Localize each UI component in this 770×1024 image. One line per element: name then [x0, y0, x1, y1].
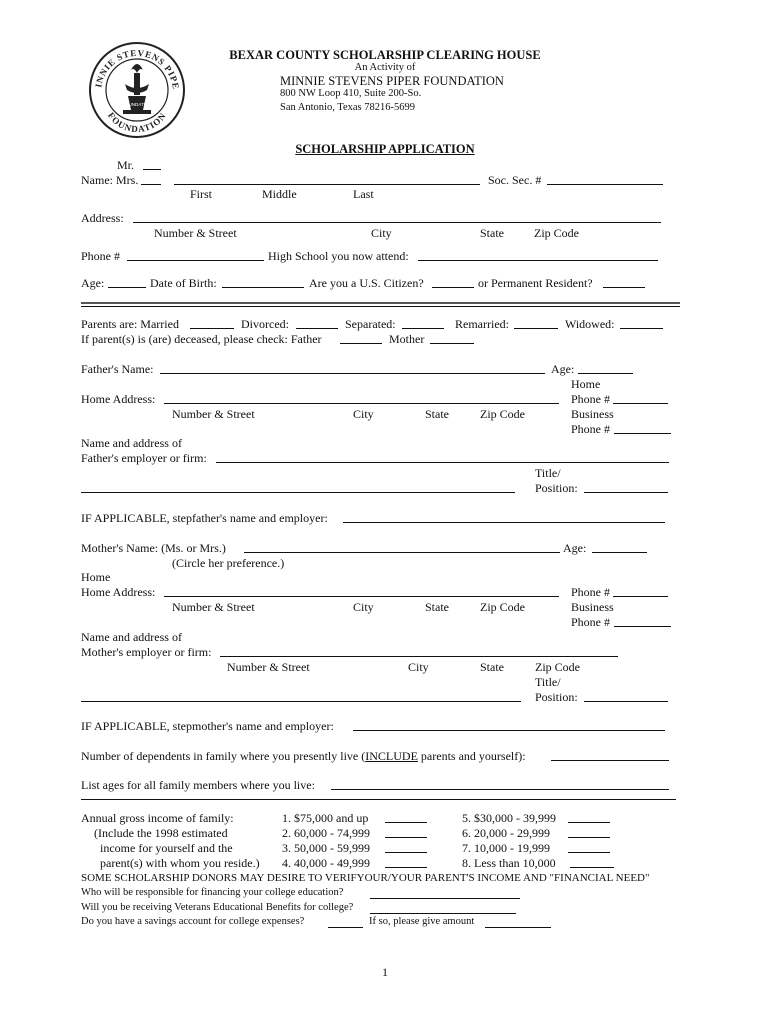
- financing-question: Who will be responsible for financing your college education?: [81, 887, 344, 898]
- address-label: Address:: [81, 211, 124, 225]
- mother-position-field[interactable]: [584, 701, 668, 702]
- mother-age-field[interactable]: [592, 552, 647, 553]
- income-option-3: 3. 50,000 - 59,999: [282, 841, 370, 855]
- seal-bottom-text: FOUNDATION: [105, 110, 169, 135]
- mother-city-label: City: [353, 600, 374, 614]
- activity-of: An Activity of: [354, 62, 416, 73]
- father-name-field[interactable]: [160, 373, 545, 374]
- dob-field[interactable]: [222, 287, 304, 288]
- deceased-label: If parent(s) is (are) deceased, please check: Father: [81, 332, 322, 346]
- org-title: BEXAR COUNTY SCHOLARSHIP CLEARING HOUSE: [229, 48, 541, 62]
- income-option-6: 6. 20,000 - 29,999: [462, 826, 550, 840]
- income-label-3: income for yourself and the: [100, 841, 233, 855]
- mrs-field[interactable]: [141, 184, 161, 185]
- income-option-1: 1. $75,000 and up: [282, 811, 369, 825]
- family-ages-label: List ages for all family members where you live:: [81, 778, 315, 792]
- address-street-label: Number & Street: [154, 226, 237, 240]
- father-home-label: Home: [571, 377, 601, 391]
- foundation-address-2: San Antonio, Texas 78216-5699: [280, 102, 415, 113]
- savings-amount-field[interactable]: [485, 927, 551, 928]
- father-business-label: Business: [571, 407, 614, 421]
- resident-label: or Permanent Resident?: [478, 276, 593, 290]
- income-option-8-field[interactable]: [570, 867, 614, 868]
- address-city-label: City: [371, 226, 392, 240]
- income-option-2: 2. 60,000 - 74,999: [282, 826, 370, 840]
- address-zip-label: Zip Code: [534, 226, 579, 240]
- remarried-label: Remarried:: [455, 317, 509, 331]
- section-divider-thin: [81, 306, 680, 307]
- mr-label: Mr.: [117, 158, 135, 172]
- full-name-field[interactable]: [174, 184, 480, 185]
- mother-name-label: Mother's Name: (Ms. or Mrs.): [81, 541, 226, 555]
- mother-position-label: Position:: [535, 690, 578, 704]
- mother-home-address-field[interactable]: [164, 596, 559, 597]
- father-title-label: Title/: [535, 466, 561, 480]
- last-label: Last: [353, 187, 374, 201]
- dob-label: Date of Birth:: [150, 276, 217, 290]
- mother-business-label: Business: [571, 600, 614, 614]
- verify-notice: SOME SCHOLARSHIP DONORS MAY DESIRE TO VERIFYOUR/YOUR PARENT'S INCOME AND "FINANCIAL NEED": [81, 872, 650, 884]
- mother-home-label: Home: [81, 570, 111, 584]
- income-option-5: 5. $30,000 - 39,999: [462, 811, 556, 825]
- widowed-field[interactable]: [620, 328, 663, 329]
- mother-name-field[interactable]: [244, 552, 560, 553]
- family-ages-field[interactable]: [331, 789, 669, 790]
- stepfather-field[interactable]: [343, 522, 665, 523]
- income-option-7-field[interactable]: [568, 852, 610, 853]
- mother-home-phone-field[interactable]: [613, 596, 668, 597]
- father-home-phone-field[interactable]: [613, 403, 668, 404]
- citizen-label: Are you a U.S. Citizen?: [309, 276, 424, 290]
- seal-inner-text: FOUNDATION: [122, 102, 152, 107]
- mother-business-phone-label: Phone #: [571, 615, 610, 629]
- income-label-1: Annual gross income of family:: [81, 811, 234, 825]
- name-label: Name: Mrs.: [81, 173, 139, 187]
- father-name-label: Father's Name:: [81, 362, 154, 376]
- savings-question: Do you have a savings account for college expenses?: [81, 916, 305, 927]
- income-option-7: 7. 10,000 - 19,999: [462, 841, 550, 855]
- mother-business-phone-field[interactable]: [614, 626, 671, 627]
- stepmother-field[interactable]: [353, 730, 665, 731]
- mother-circle-note: (Circle her preference.): [172, 556, 285, 570]
- dependents-label: Number of dependents in family where you presently live (INCLUDE parents and yourself):: [81, 749, 526, 763]
- mother-home-phone-label: Phone #: [571, 585, 610, 599]
- divorced-label: Divorced:: [241, 317, 289, 331]
- stepfather-label: IF APPLICABLE, stepfather's name and employer:: [81, 511, 328, 525]
- mother-employer-street-label: Number & Street: [227, 660, 310, 674]
- father-home-address-field[interactable]: [164, 403, 559, 404]
- stepmother-label: IF APPLICABLE, stepmother's name and employer:: [81, 719, 334, 733]
- veterans-question: Will you be receiving Veterans Educational Benefits for college?: [81, 902, 354, 913]
- father-zip-label: Zip Code: [480, 407, 525, 421]
- phone-label: Phone #: [81, 249, 120, 263]
- seal-top-text: INNIE STEVENS PIPE: [93, 47, 182, 91]
- married-field[interactable]: [190, 328, 234, 329]
- page-number: 1: [382, 965, 388, 979]
- deceased-mother-field[interactable]: [430, 343, 474, 344]
- section-divider: [81, 302, 680, 304]
- father-home-address-label: Home Address:: [81, 392, 156, 406]
- mother-employer-label-1: Name and address of: [81, 630, 182, 644]
- father-age-label: Age:: [551, 362, 575, 376]
- mother-state-label: State: [425, 600, 449, 614]
- mother-age-label: Age:: [563, 541, 587, 555]
- father-employer-label-2: Father's employer or firm:: [81, 451, 207, 465]
- financing-field[interactable]: [370, 898, 520, 899]
- father-position-label: Position:: [535, 481, 578, 495]
- income-option-4: 4. 40,000 - 49,999: [282, 856, 370, 870]
- high-school-label: High School you now attend:: [268, 249, 409, 263]
- veterans-field[interactable]: [370, 913, 516, 914]
- parents-married-label: Parents are: Married: [81, 317, 179, 331]
- income-option-4-field[interactable]: [385, 867, 427, 868]
- remarried-field[interactable]: [514, 328, 558, 329]
- separated-label: Separated:: [345, 317, 396, 331]
- income-divider: [81, 799, 676, 800]
- savings-amount-label: If so, please give amount: [369, 916, 475, 927]
- mother-title-label: Title/: [535, 675, 561, 689]
- savings-field[interactable]: [328, 927, 363, 928]
- father-state-label: State: [425, 407, 449, 421]
- father-employer-field[interactable]: [216, 462, 669, 463]
- deceased-father-field[interactable]: [340, 343, 382, 344]
- income-option-8: 8. Less than 10,000: [462, 856, 556, 870]
- age-label: Age:: [81, 276, 105, 290]
- mother-employer-city-label: City: [408, 660, 429, 674]
- income-option-6-field[interactable]: [568, 837, 610, 838]
- middle-label: Middle: [262, 187, 297, 201]
- mother-zip-label: Zip Code: [480, 600, 525, 614]
- father-employer-label-1: Name and address of: [81, 436, 182, 450]
- foundation-name: MINNIE STEVENS PIPER FOUNDATION: [280, 74, 504, 88]
- high-school-field[interactable]: [418, 260, 658, 261]
- mother-employer-zip-label: Zip Code: [535, 660, 580, 674]
- mother-street-label: Number & Street: [172, 600, 255, 614]
- deceased-mother-label: Mother: [389, 332, 425, 346]
- mother-home-address-label: Home Address:: [81, 585, 156, 599]
- dependents-field[interactable]: [551, 760, 669, 761]
- income-option-5-field[interactable]: [568, 822, 610, 823]
- father-employer-field-2[interactable]: [81, 492, 515, 493]
- mother-employer-field[interactable]: [220, 656, 618, 657]
- separated-field[interactable]: [402, 328, 444, 329]
- address-state-label: State: [480, 226, 504, 240]
- mother-employer-state-label: State: [480, 660, 504, 674]
- father-city-label: City: [353, 407, 374, 421]
- soc-sec-label: Soc. Sec. #: [488, 173, 542, 187]
- father-business-phone-label: Phone #: [571, 422, 610, 436]
- income-option-2-field[interactable]: [385, 837, 427, 838]
- income-option-1-field[interactable]: [385, 822, 427, 823]
- form-title: SCHOLARSHIP APPLICATION: [295, 142, 475, 156]
- father-business-phone-field[interactable]: [614, 433, 671, 434]
- mr-field[interactable]: [143, 169, 161, 170]
- foundation-address-1: 800 NW Loop 410, Suite 200-So.: [280, 88, 422, 99]
- father-street-label: Number & Street: [172, 407, 255, 421]
- father-home-phone-label: Phone #: [571, 392, 610, 406]
- widowed-label: Widowed:: [565, 317, 615, 331]
- soc-sec-field[interactable]: [547, 184, 663, 185]
- divorced-field[interactable]: [296, 328, 338, 329]
- mother-employer-field-2[interactable]: [81, 701, 521, 702]
- income-label-4: parent(s) with whom you reside.): [100, 856, 260, 870]
- resident-field[interactable]: [603, 287, 645, 288]
- income-label-2: (Include the 1998 estimated: [94, 826, 228, 840]
- first-label: First: [190, 187, 213, 201]
- address-field[interactable]: [133, 222, 661, 223]
- phone-field[interactable]: [127, 260, 264, 261]
- citizen-field[interactable]: [432, 287, 474, 288]
- mother-employer-label-2: Mother's employer or firm:: [81, 645, 212, 659]
- father-position-field[interactable]: [584, 492, 668, 493]
- age-field[interactable]: [108, 287, 146, 288]
- income-option-3-field[interactable]: [385, 852, 427, 853]
- father-age-field[interactable]: [578, 373, 633, 374]
